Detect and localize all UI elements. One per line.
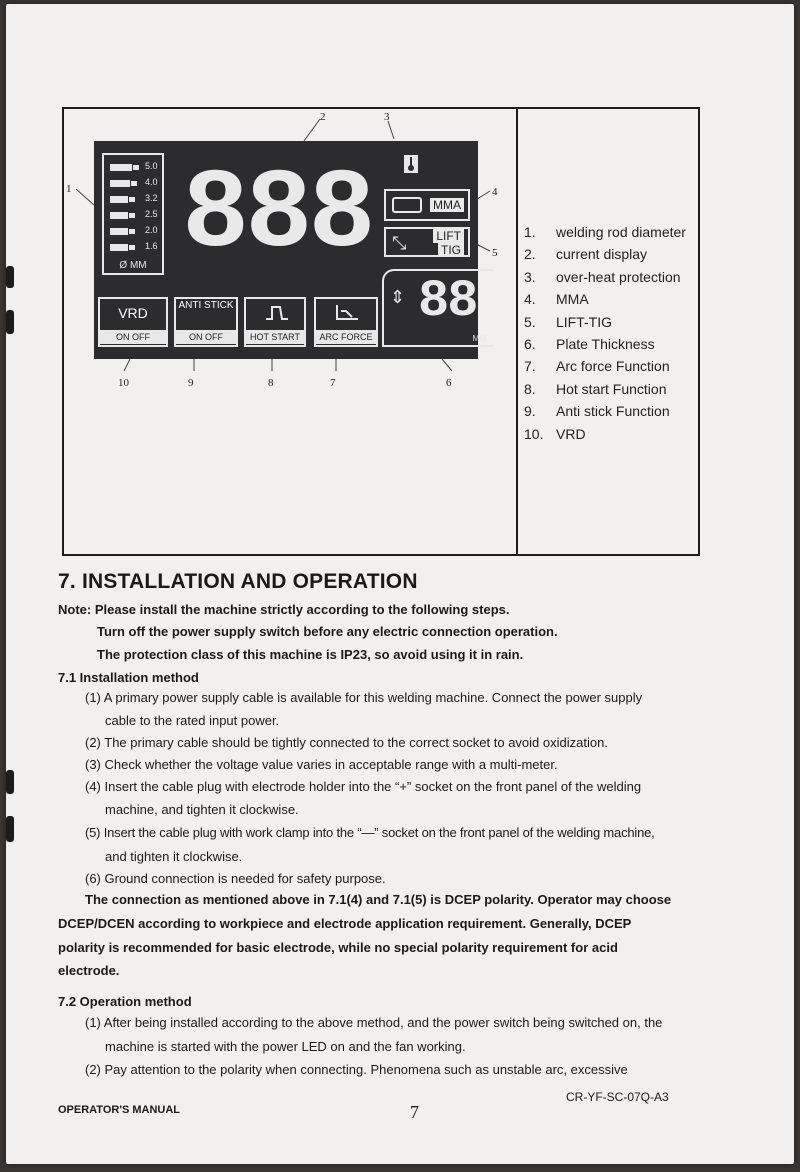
- step-text: (4) Insert the cable plug with electrode holder into the “+” socket on the front panel of the welding: [85, 779, 642, 794]
- step-text: (1) After being installed according to the above method, and the power switch being switched on, the: [85, 1015, 663, 1030]
- legend-item: 6. Plate Thickness: [524, 336, 655, 353]
- subsection-title: 7.2 Operation method: [58, 994, 192, 1009]
- lift-tig-indicator: [384, 227, 470, 257]
- legend-item: 5. LIFT-TIG: [524, 313, 612, 330]
- section-title: 7. INSTALLATION AND OPERATION: [58, 570, 418, 593]
- hot-start-icon: [264, 303, 290, 323]
- document-code: CR-YF-SC-07Q-A3: [566, 1090, 669, 1104]
- vrd-state: ON OFF: [100, 330, 166, 344]
- rod-size-label: 2.5: [145, 209, 158, 219]
- subsection-title: 7.1 Installation method: [58, 670, 199, 685]
- control-panel-figure: [62, 107, 700, 556]
- callout-10: 10: [118, 377, 129, 389]
- rod-size-label: 4.0: [145, 177, 158, 187]
- rod-size-label: 2.0: [145, 225, 158, 235]
- vrd-button: [98, 297, 168, 347]
- note-line: Note: Please install the machine strictly according to the following steps.: [58, 602, 510, 617]
- binder-hole: [6, 816, 14, 842]
- page-number: 7: [410, 1102, 419, 1122]
- electrode-holder-icon: [392, 197, 422, 213]
- polarity-text: DCEP/DCEN according to workpiece and electrode application requirement. Generally, DCEP: [58, 916, 632, 931]
- polarity-text: electrode.: [58, 963, 120, 978]
- tig-torch-icon: ⤡: [392, 233, 407, 253]
- binder-hole: [6, 770, 14, 794]
- manual-page: [6, 4, 794, 1164]
- callout-1: 1: [66, 183, 72, 195]
- note-line: The protection class of this machine is IP23, so avoid using it in rain.: [97, 647, 524, 662]
- step-text: machine, and tighten it clockwise.: [105, 802, 299, 817]
- mma-indicator: [384, 189, 470, 221]
- rod-size-label: 1.6: [145, 241, 158, 251]
- hot-start-label: HOT START: [246, 330, 304, 344]
- legend-item: 10. VRD: [524, 425, 586, 442]
- arc-force-label: ARC FORCE: [316, 330, 376, 344]
- callout-4: 4: [492, 186, 498, 198]
- binder-hole: [6, 310, 14, 334]
- callout-2: 2: [320, 111, 326, 123]
- note-line: Turn off the power supply switch before any electric connection operation.: [97, 624, 558, 639]
- anti-stick-state: ON OFF: [176, 330, 236, 344]
- callout-8: 8: [268, 377, 274, 389]
- polarity-text: polarity is recommended for basic electrode, while no special polarity requirement for acid: [58, 940, 618, 955]
- tig-label: TIG: [438, 243, 464, 257]
- lcd-panel: [94, 141, 486, 359]
- lift-label: LIFT: [433, 229, 464, 243]
- legend-item: 1. welding rod diameter: [524, 224, 686, 240]
- legend-item: 2. current display: [524, 246, 648, 263]
- legend-item: 8. Hot start Function: [524, 380, 667, 397]
- rod-unit-label: Ø MM: [119, 260, 147, 271]
- figure-legend: [524, 221, 694, 445]
- plate-digits: 88: [418, 272, 477, 331]
- step-text: machine is started with the power LED on and the fan working.: [105, 1039, 466, 1054]
- step-text: cable to the rated input power.: [105, 713, 280, 728]
- vrd-label: VRD: [118, 305, 148, 321]
- step-text: (6) Ground connection is needed for safety purpose.: [85, 871, 386, 886]
- hot-start-button: [244, 297, 306, 347]
- frame-divider: [516, 109, 518, 554]
- callout-9: 9: [188, 377, 194, 389]
- current-display: 888: [182, 152, 372, 279]
- anti-stick-button: [174, 297, 238, 347]
- plate-thickness-display: [382, 269, 494, 347]
- polarity-text: The connection as mentioned above in 7.1(4) and 7.1(5) is DCEP polarity. Operator may choose: [85, 892, 672, 907]
- mma-label: MMA: [430, 198, 464, 212]
- thermometer-icon: [404, 155, 418, 173]
- footer-manual-label: OPERATOR'S MANUAL: [58, 1104, 180, 1116]
- rod-size-label: 5.0: [145, 161, 158, 171]
- anti-stick-label: ANTI STICK: [178, 300, 234, 311]
- legend-item: 4. MMA: [524, 291, 589, 308]
- step-text: (2) The primary cable should be tightly connected to the correct socket to avoid oxidization.: [85, 735, 608, 750]
- legend-item: 7. Arc force Function: [524, 358, 670, 375]
- plate-unit-label: MM: [472, 334, 486, 343]
- arc-force-button: [314, 297, 378, 347]
- plate-icon: ⇕: [390, 287, 406, 307]
- callout-5: 5: [492, 247, 498, 259]
- callout-7: 7: [330, 377, 336, 389]
- step-text: (2) Pay attention to the polarity when connecting. Phenomena such as unstable arc, excessive: [85, 1062, 628, 1077]
- callout-6: 6: [446, 377, 452, 389]
- step-text: and tighten it clockwise.: [105, 849, 243, 864]
- step-text: (5) Insert the cable plug with work clamp into the “—” socket on the front panel of the welding machine,: [85, 825, 655, 840]
- binder-hole: [6, 266, 14, 288]
- arc-force-icon: [334, 303, 360, 323]
- callout-3: 3: [384, 111, 390, 123]
- step-text: (1) A primary power supply cable is available for this welding machine. Connect the power supply: [85, 690, 643, 705]
- legend-item: 9. Anti stick Function: [524, 403, 670, 420]
- rod-diameter-indicator: [102, 153, 164, 275]
- step-text: (3) Check whether the voltage value varies in acceptable range with a multi-meter.: [85, 757, 558, 772]
- legend-item: 3. over-heat protection: [524, 268, 681, 285]
- rod-size-label: 3.2: [145, 193, 158, 203]
